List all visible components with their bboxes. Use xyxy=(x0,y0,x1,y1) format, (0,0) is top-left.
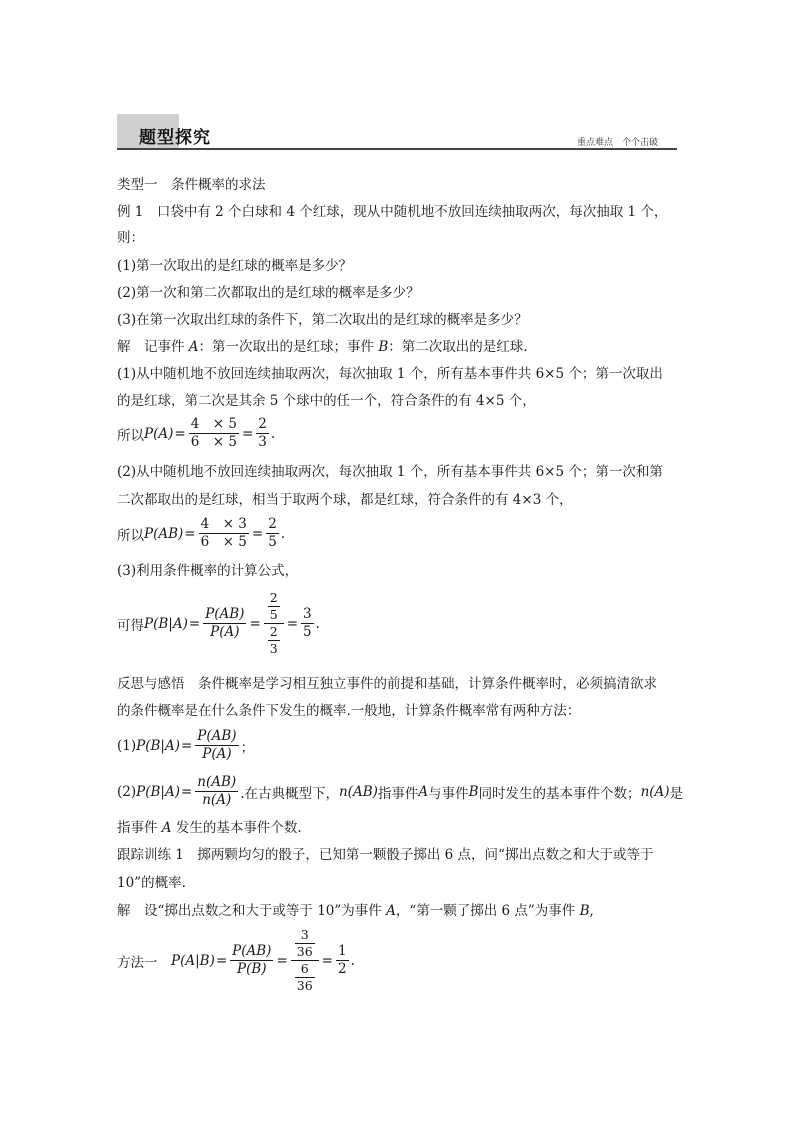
formula-p-a: 所以 P(A) = $\frac{4 \times 5}{6 \times 5}$ = $\frac{2}{3}$ . xyxy=(117,416,276,450)
formula-p-b-given-a: 可得 P(B|A) = $\frac{P(AB)}{P(A)}$ = $\frac{\frac{2}{5}}{\frac{2}{3}}$ = $\frac{3}{5}$ . xyxy=(117,590,320,656)
question-3: (3)在第一次取出红球的条件下，第二次取出的是红球的概率是多少？ xyxy=(117,312,528,328)
fraction: $\frac{n(AB)}{n(A)}$ xyxy=(197,774,237,808)
method-1-formula: (1) P(B|A) = $\frac{P(AB)}{P(A)}$ ； xyxy=(117,728,255,762)
training-line-2: 10”的概率. xyxy=(117,875,186,891)
compound-fraction: $\frac{\frac{3}{36}}{\frac{6}{36}}$ xyxy=(291,927,319,994)
method-2-formula: (2) P(B|A) = $\frac{n(AB)}{n(A)}$ .在古典概型下， n(AB) 指事件 A 与事件 B 同时发生的基本事件个数； n(A) 是 xyxy=(117,774,684,808)
section-title: 题型探究 xyxy=(139,128,211,148)
solution-3-line: (3)利用条件概率的计算公式， xyxy=(117,563,299,579)
fraction: $\frac{4 \times 3}{6 \times 5}$ xyxy=(200,516,247,550)
example-text-line-2: 则： xyxy=(117,230,144,246)
header-divider xyxy=(117,148,677,150)
question-2: (2)第一次和第二次都取出的是红球的概率是多少？ xyxy=(117,285,420,301)
fraction: $\frac{3}{5}$ xyxy=(303,606,312,640)
training-method-1-formula: 方法一 P(A|B) = $\frac{P(AB)}{P(B)}$ = $\frac{\frac{3}{36}}{\frac{6}{36}}$ = $\frac{1}{2}$ . xyxy=(117,927,355,993)
fraction: $\frac{4 \times 5}{6 \times 5}$ xyxy=(190,416,237,450)
reflection-line-1: 反思与感悟 条件概率是学习相互独立事件的前提和基础，计算条件概率时，必须搞清欲求 xyxy=(117,676,657,692)
question-1: (1)第一次取出的是红球的概率是多少？ xyxy=(117,258,353,274)
training-line-1: 跟踪训练 1 掷两颗均匀的骰子，已知第一颗骰子掷出 6 点，问“掷出点数之和大于或等于 xyxy=(117,847,654,863)
example-text-line-1: 例 1 口袋中有 2 个白球和 4 个红球，现从中随机地不放回连续抽取两次，每次抽取 1 个， xyxy=(117,204,668,220)
solution-2-line-2: 二次都取出的是红球，相当于取两个球，都是红球，符合条件的有 4×3 个， xyxy=(117,492,573,508)
fraction: $\frac{P(AB)}{P(A)}$ xyxy=(205,606,245,640)
solution-1-line-1: (1)从中随机地不放回连续抽取两次，每次抽取 1 个，所有基本事件共 6×5 个；第一次取出 xyxy=(117,366,663,382)
fraction: $\frac{1}{2}$ xyxy=(337,943,347,977)
solution-1-line-2: 的是红球，第二次是其余 5 个球中的任一个，符合条件的有 4×5 个， xyxy=(117,393,536,409)
section-subtitle: 重点难点 个个击破 xyxy=(577,138,659,148)
fraction: $\frac{2}{5}$ xyxy=(268,516,277,550)
type-heading: 类型一 条件概率的求法 xyxy=(117,177,266,193)
solution-2-line-1: (2)从中随机地不放回连续抽取两次，每次抽取 1 个，所有基本事件共 6×5 个；第一次和第 xyxy=(117,464,663,480)
fraction: $\frac{P(AB)}{P(A)}$ xyxy=(197,728,237,762)
solution-intro: 解 记事件 A：第一次取出的是红球；事件 B：第二次取出的是红球. xyxy=(117,339,528,355)
training-solution-intro: 解 设“掷出点数之和大于或等于 10”为事件 A，“第一颗了掷出 6 点”为事件 B, xyxy=(117,903,594,919)
fraction: $\frac{2}{3}$ xyxy=(258,416,267,450)
compound-fraction: $\frac{\frac{2}{5}}{\frac{2}{3}}$ xyxy=(264,590,284,657)
reflection-line-2: 的条件概率是在什么条件下发生的概率.一般地，计算条件概率常有两种方法： xyxy=(117,703,581,719)
fraction: $\frac{P(AB)}{P(B)}$ xyxy=(232,943,272,977)
method-2-line-2: 指事件 A 发生的基本事件个数. xyxy=(117,820,302,836)
formula-p-ab: 所以 P(AB) = $\frac{4 \times 3}{6 \times 5}$ = $\frac{2}{5}$ . xyxy=(117,516,286,550)
